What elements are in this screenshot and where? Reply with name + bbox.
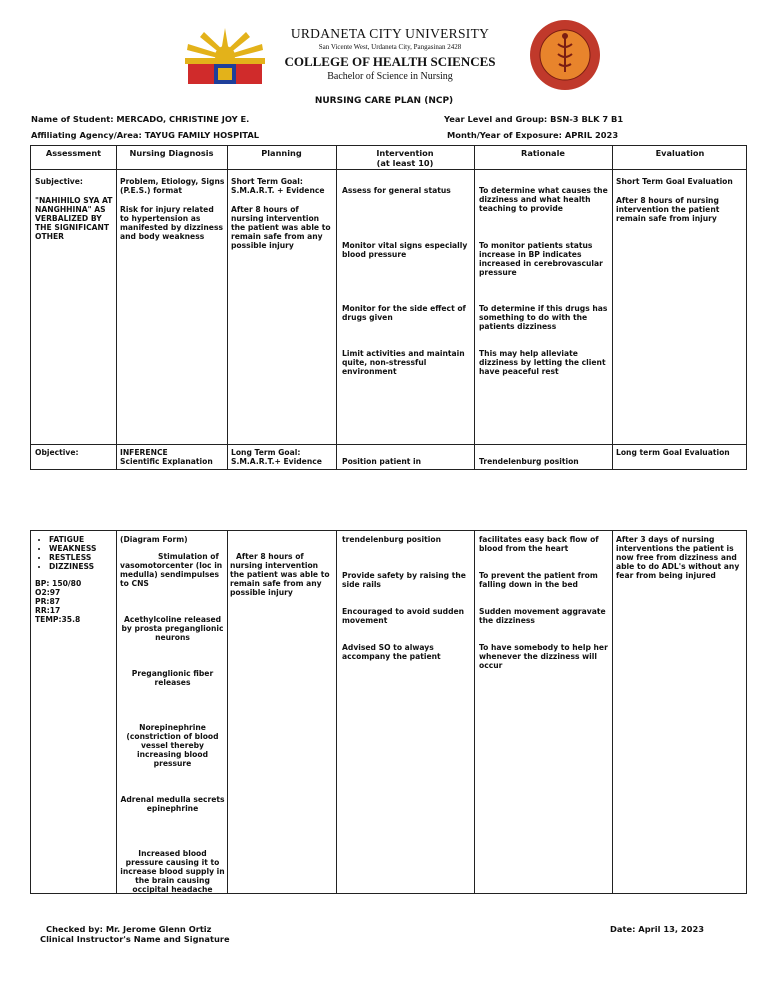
subjective-quote: "NAHIHILO SYA AT NANGHHINA" AS VERBALIZED BY THE SIGNIFICANT OTHER xyxy=(35,196,113,241)
vital-rr: RR:17 xyxy=(35,606,61,615)
page-title: NURSING CARE PLAN (NCP) xyxy=(314,96,454,106)
symptom-item: • RESTLESS xyxy=(49,553,129,562)
intervention-item: Monitor vital signs especially blood pressure xyxy=(342,241,468,259)
long-term-goal: After 8 hours of nursing intervention the patient was able to remain safe from any possible injury xyxy=(230,552,330,597)
college-name: COLLEGE OF HEALTH SCIENCES xyxy=(284,54,496,69)
symptom-list xyxy=(35,535,129,571)
stg-evaluation: After 8 hours of nursing intervention the patient remain safe from injury xyxy=(616,196,720,223)
university-name: URDANETA CITY UNIVERSITY xyxy=(290,26,490,41)
ltg-evaluation-label: Long term Goal Evaluation xyxy=(616,448,730,457)
vital-o2: O2:97 xyxy=(35,588,61,597)
header-planning: Planning xyxy=(261,148,302,158)
rationale-item: To have somebody to help her whenever the dizziness will occur xyxy=(479,643,608,670)
pes-format: Problem, Etiology, Signs (P.E.S.) format xyxy=(120,177,225,195)
header-intervention-label: Intervention xyxy=(376,148,434,158)
program-name: Bachelor of Science in Nursing xyxy=(327,71,453,82)
short-term-goal: After 8 hours of nursing intervention the patient was able to remain safe from any possible injury xyxy=(231,205,331,250)
header-intervention xyxy=(336,148,474,168)
rationale-item: Sudden movement aggravate the dizziness xyxy=(479,607,606,625)
symptom-item: • FATIGUE xyxy=(49,535,129,544)
college-seal xyxy=(528,18,602,92)
symptom-item: • DIZZINESS xyxy=(49,562,129,571)
ltg-evaluation: After 3 days of nursing interventions the patient is now free from dizziness and able to do ADL's without any fear from being injured xyxy=(616,535,740,580)
intervention-item: Monitor for the side effect of drugs given xyxy=(342,304,466,322)
university-address: San Vicente West, Urdaneta City, Pangasinan 2428 xyxy=(318,43,462,51)
vital-signs xyxy=(35,579,115,624)
diagram-step: Increased blood pressure causing it to increase blood supply in the brain causing occipital headache xyxy=(120,849,225,894)
diagram-step: Adrenal medulla secrets epinephrine xyxy=(120,795,225,813)
intervention-item: Assess for general status xyxy=(342,186,451,195)
subjective-label: Subjective: xyxy=(35,177,83,186)
rationale-item: This may help alleviate dizziness by letting the client have peaceful rest xyxy=(479,349,606,376)
long-term-goal-label: Long Term Goal: S.M.A.R.T.+ Evidence xyxy=(231,448,322,466)
diagnosis-statement: Risk for injury related to hypertension as manifested by dizziness and body weakness xyxy=(120,205,223,241)
vital-temp: TEMP:35.8 xyxy=(35,615,81,624)
scientific-explanation-label: Scientific Explanation xyxy=(120,457,213,466)
intervention-item: Advised SO to always accompany the patient xyxy=(342,643,441,661)
diagram-step: Acethylcoline released by prosta preganglionic neurons xyxy=(121,615,224,642)
ncp-table-page2 xyxy=(30,530,747,894)
header-nursing-diagnosis: Nursing Diagnosis xyxy=(129,148,214,158)
affiliating-agency: Affiliating Agency/Area: TAYUG FAMILY HOSPITAL xyxy=(31,130,260,140)
header-rationale: Rationale xyxy=(521,148,565,158)
intervention-item: trendelenburg position xyxy=(342,535,441,544)
diagram-step: Norepinephrine (constriction of blood vessel thereby increasing blood pressure xyxy=(126,723,219,768)
rationale-item: To determine if this drugs has something to do with the patients dizziness xyxy=(479,304,608,331)
symptom-item: • WEAKNESS xyxy=(49,544,129,553)
instructor-signature-label: Clinical Instructor's Name and Signature xyxy=(40,934,230,944)
stg-evaluation-label: Short Term Goal Evaluation xyxy=(616,177,733,186)
year-group: Year Level and Group: BSN-3 BLK 7 B1 xyxy=(444,114,624,124)
rationale-item: To monitor patients status increase in BP indicates increased in cerebrovascular pressure xyxy=(479,241,603,277)
diagram-step: Preganglionic fiber releases xyxy=(131,669,214,687)
header-assessment: Assessment xyxy=(45,148,102,158)
vital-pr: PR:87 xyxy=(35,597,61,606)
inference-label: INFERENCE xyxy=(120,448,168,457)
date: Date: April 13, 2023 xyxy=(610,924,704,934)
short-term-goal-label: Short Term Goal: S.M.A.R.T. + Evidence xyxy=(231,177,325,195)
vital-bp: BP: 150/80 xyxy=(35,579,82,588)
header-intervention-sub: (at least 10) xyxy=(376,158,434,168)
rationale-item: To determine what causes the dizziness and what health teaching to provide xyxy=(479,186,608,213)
rationale-item: To prevent the patient from falling down in the bed xyxy=(479,571,598,589)
intervention-item: Position patient in xyxy=(342,457,422,466)
student-name: Name of Student: MERCADO, CHRISTINE JOY E. xyxy=(31,114,250,124)
header-evaluation: Evaluation xyxy=(655,148,705,158)
ncp-table-page1 xyxy=(30,145,747,470)
diagram-step: Stimulation of vasomotorcenter (loc in medulla) sendimpulses to CNS xyxy=(120,552,223,588)
checked-by: Checked by: Mr. Jerome Glenn Ortiz xyxy=(46,924,212,934)
rationale-item: facilitates easy back flow of blood from the heart xyxy=(479,535,599,553)
intervention-item: Limit activities and maintain quite, non-stressful environment xyxy=(342,349,465,376)
rationale-item: Trendelenburg position xyxy=(479,457,579,466)
intervention-item: Provide safety by raising the side rails xyxy=(342,571,466,589)
diagram-label: (Diagram Form) xyxy=(120,535,188,544)
intervention-item: Encouraged to avoid sudden movement xyxy=(342,607,465,625)
month-year-exposure: Month/Year of Exposure: APRIL 2023 xyxy=(447,130,619,140)
objective-label: Objective: xyxy=(35,448,79,457)
